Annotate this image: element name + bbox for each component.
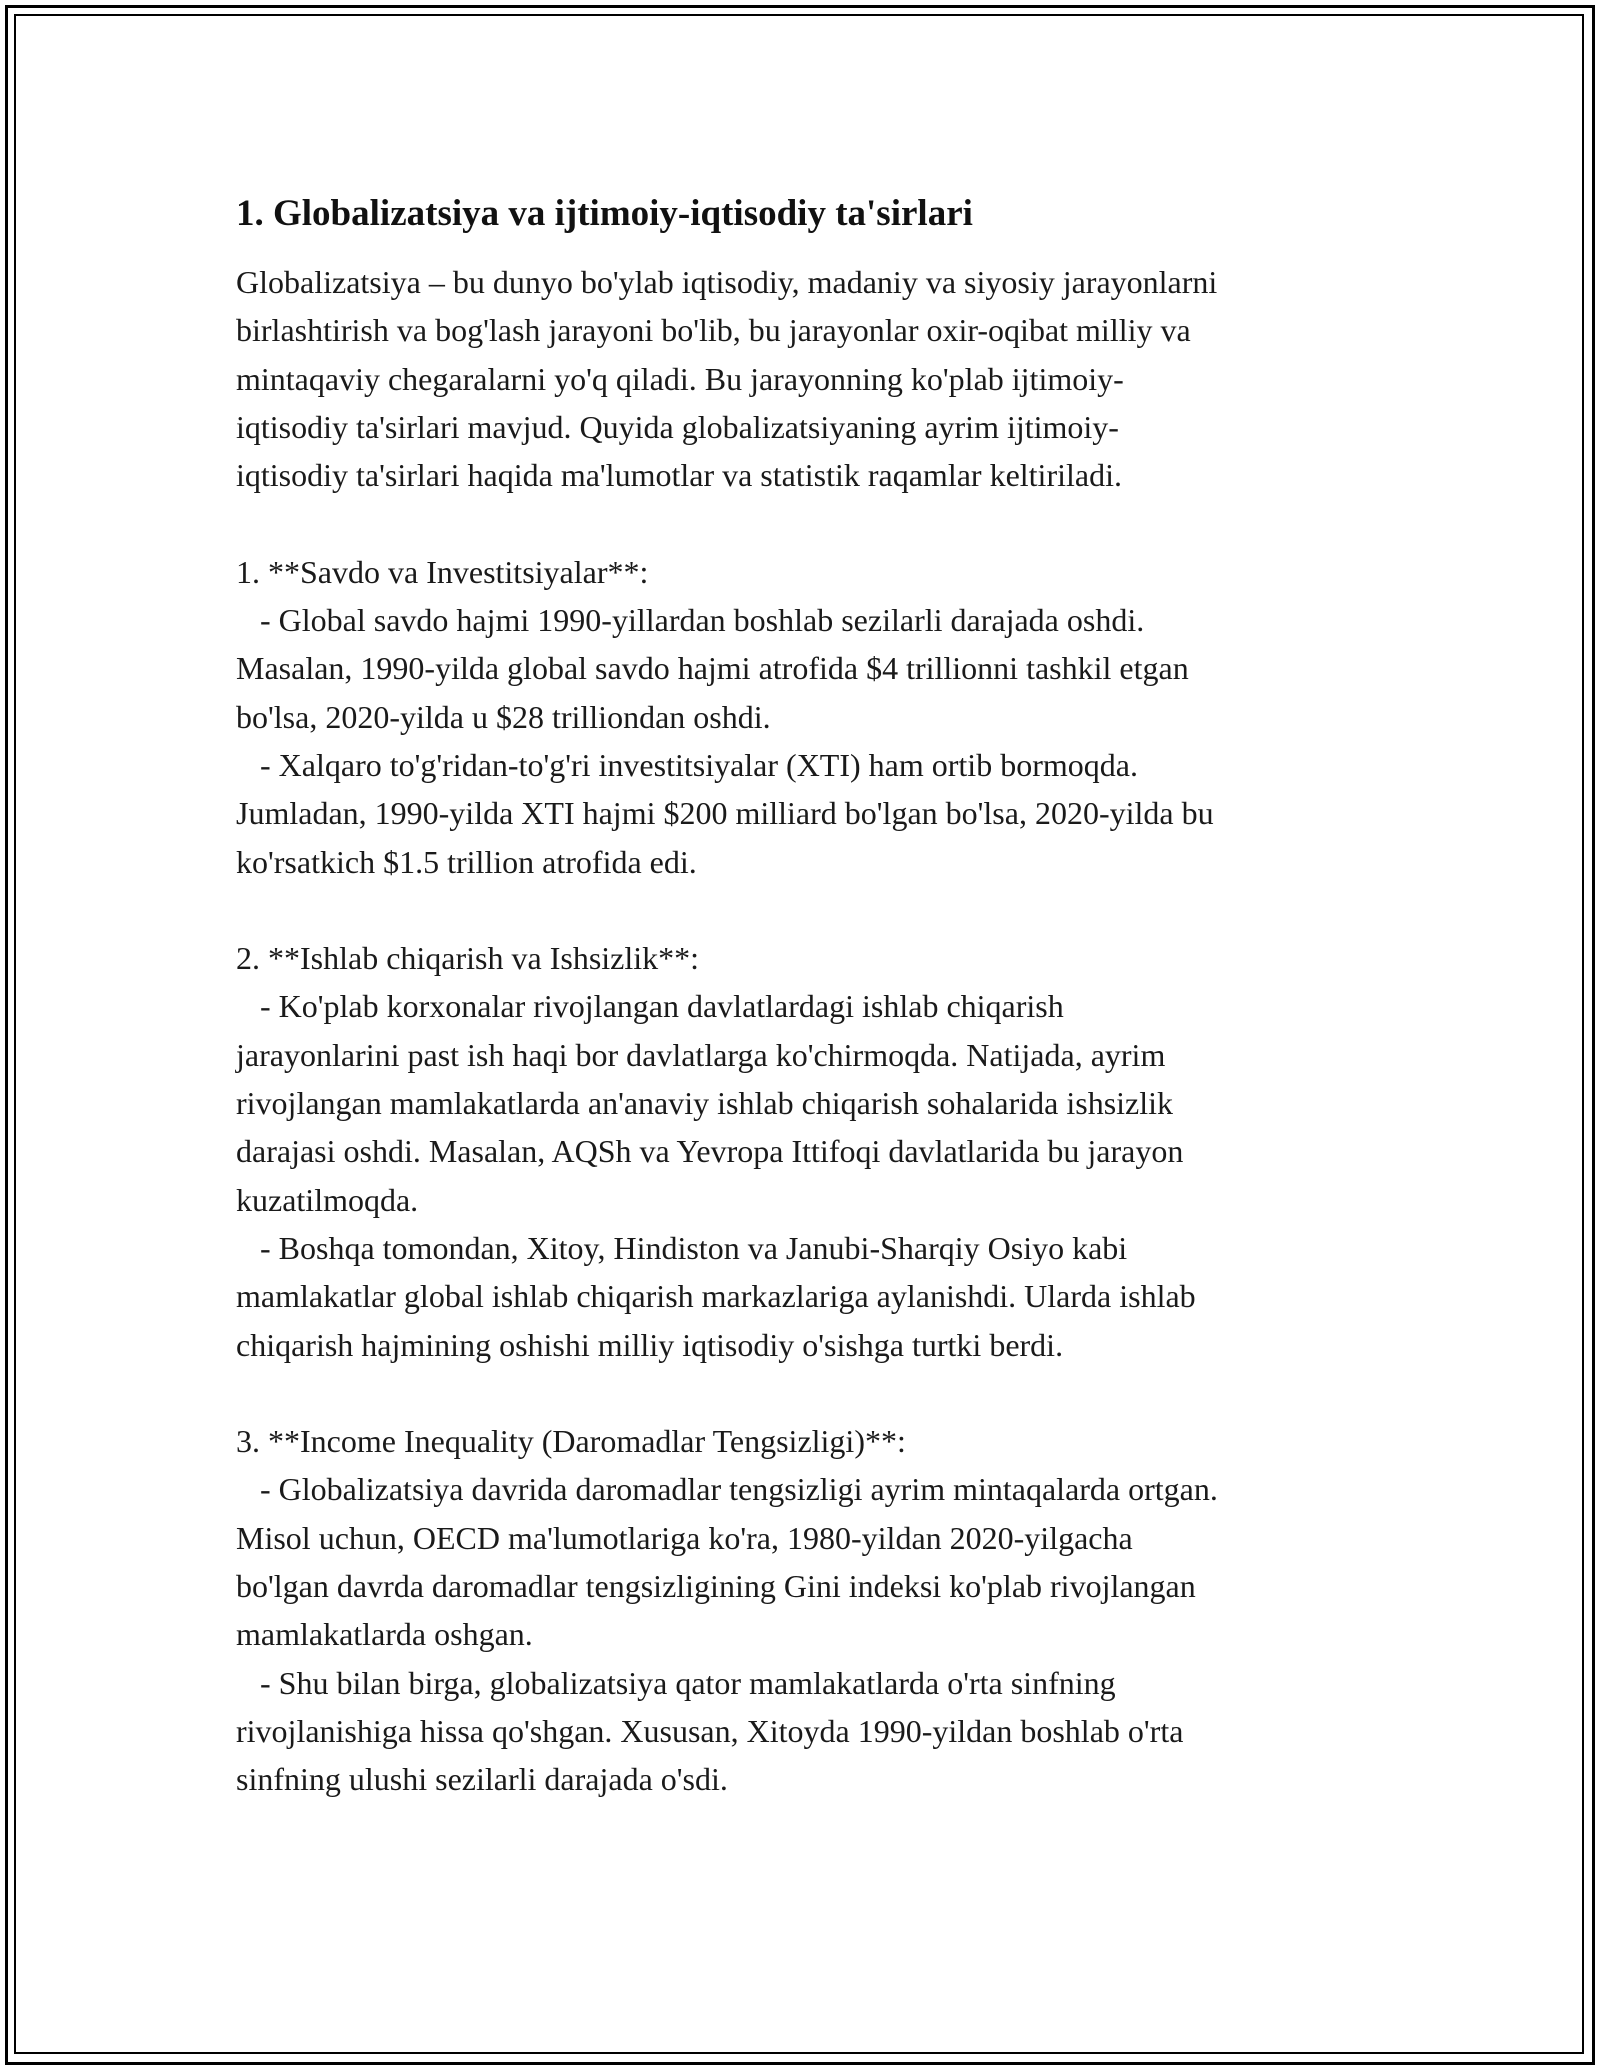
document-body: Globalizatsiya – bu dunyo bo'ylab iqtisodiy, madaniy va siyosiy jarayonlarni birlashtirish va bog'lash jarayoni bo'lib, bu jarayonlar oxir-oqibat milliy va mintaqaviy chegaralarni yo'q qiladi. Bu jarayonning ko'plab ijtimoiy- iqtisodiy ta'sirlari mavjud. Quyida globalizatsiyaning ayrim ijtimoiy- iqtisodiy ta'sirlari haqida ma'lumotlar va statistik raqamlar keltiriladi. 1. **Savdo va Investitsiyalar**: - Global savdo hajmi 1990-yillardan boshlab sezilarli darajada oshdi. Masalan, 1990-yilda global savdo hajmi atrofida $4 trillionni tashkil etgan bo'lsa, 2020-yilda u $28 trilliondan oshdi. - Xalqaro to'g'ridan-to'g'ri investitsiyalar (XTI) ham ortib bormoqda. Jumladan, 1990-yilda XTI hajmi $200 milliard bo'lgan bo'lsa, 2020-yilda bu ko'rsatkich $1.5 trillion atrofida edi. 2. **Ishlab chiqarish va Ishsizlik**: - Ko'plab korxonalar rivojlangan davlatlardagi ishlab chiqarish jarayonlarini past ish haqi bor davlatlarga ko'chirmoqda. Natijada, ayrim rivojlangan mamlakatlarda an'anaviy ishlab chiqarish sohalarida ishsizlik darajasi oshdi. Masalan, AQSh va Yevropa Ittifoqi davlatlarida bu jarayon kuzatilmoqda. - Boshqa tomondan, Xitoy, Hindiston va Janubi-Sharqiy Osiyo kabi mamlakatlar global ishlab chiqarish markazlariga aylanishdi. Ularda ishlab chiqarish hajmining oshishi milliy iqtisodiy o'sishga turtki berdi. 3. **Income Inequality (Daromadlar Tengsizligi)**: - Globalizatsiya davrida daromadlar tengsizligi ayrim mintaqalarda ortgan. Misol uchun, OECD ma'lumotlariga ko'ra, 1980-yildan 2020-yilgacha bo'lgan davrda daromadlar tengsizligining Gini indeksi ko'plab rivojlangan mamlakatlarda oshgan. - Shu bilan birga, globalizatsiya qator mamlakatlarda o'rta sinfning rivojlanishiga hissa qo'shgan. Xususan, Xitoyda 1990-yildan boshlab o'rta sinfning ulushi sezilarli darajada o'sdi.	[236, 264, 1218, 1798]
document-page	[236, 190, 1384, 1804]
document-title: 1. Globalizatsiya va ijtimoiy-iqtisodiy ta'sirlari	[236, 193, 973, 234]
